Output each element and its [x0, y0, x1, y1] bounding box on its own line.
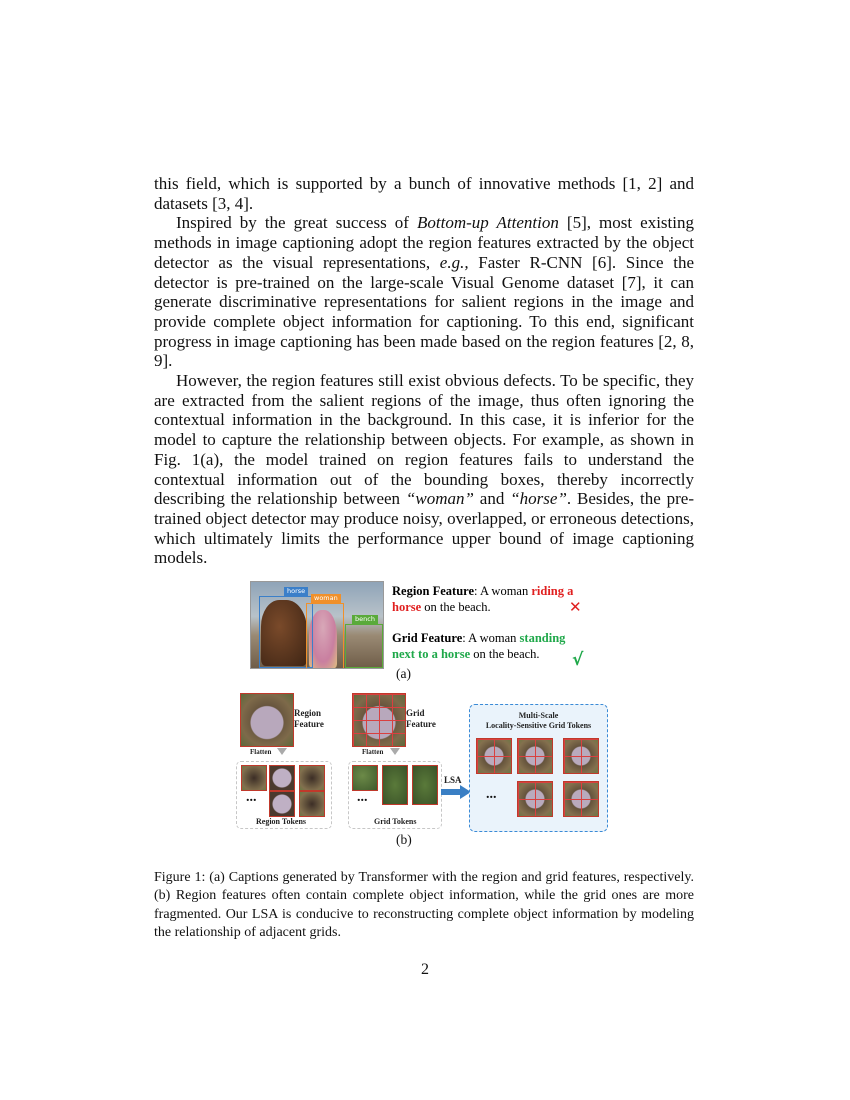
text-run: However, the region features still exist obvious defects. To be specific, they are extracted from the salient regions of the image, thus often ignoring the contextual information in the background. In this case, it is inferior for the model to capture the relationship between objects. For example, as shown in Fig. 1(a), the model trained on region features fails to understand the contextual information out of the bounding boxes, thereby incorrectly describing the relationship between — [154, 371, 694, 509]
lsa-title-1: Multi-Scale — [518, 711, 559, 720]
flatten-label-region: Flatten — [250, 748, 272, 756]
horse-bbox — [259, 596, 313, 668]
grid-token-2 — [382, 765, 408, 805]
page-number: 2 — [421, 961, 429, 978]
grid-feature-label-b1: Grid — [406, 708, 425, 718]
lsa-tokens-panel — [469, 704, 608, 832]
grid-feature-label-b2: Feature — [406, 719, 436, 729]
text-run: . Besides, the pre-trained object detector may produce noisy, overlapped, or erroneous detections, which ultimately limits the performance upper bound of image captioning models. — [154, 489, 694, 568]
grid-caption-right-1: standing — [519, 631, 566, 645]
grid-ellipsis: ... — [357, 790, 368, 805]
horse-woman-photo — [250, 581, 384, 669]
woman-tag: woman — [311, 594, 341, 603]
region-tokens-label: Region Tokens — [256, 817, 307, 826]
text-run: this field, which is supported by a bunch of innovative methods [1, 2] and datasets [3, 4]. — [154, 174, 694, 213]
lsa-token-1 — [476, 738, 512, 774]
region-caption-wrong-2: horse — [392, 600, 422, 614]
bench-bbox — [345, 624, 383, 668]
lsa-token-3 — [563, 738, 599, 774]
grid-caption-right-2: next to a horse — [392, 647, 471, 661]
region-token-2 — [269, 765, 295, 791]
flatten-arrow-region-icon — [277, 748, 287, 755]
grid-token-3 — [412, 765, 438, 805]
panel-b-label: (b) — [396, 832, 412, 847]
grid-feature-label: Grid Feature — [392, 631, 463, 645]
region-feature-label-b1: Region — [294, 708, 321, 718]
region-token-3 — [299, 765, 325, 791]
lsa-token-2 — [517, 738, 553, 774]
horse-tag: horse — [284, 587, 308, 596]
lsa-arrow-icon — [441, 785, 471, 799]
lsa-ellipsis: ... — [486, 787, 497, 802]
region-caption-post: on the beach. — [421, 600, 491, 614]
flatten-label-grid: Flatten — [362, 748, 384, 756]
grid-token-1 — [352, 765, 378, 791]
grid-caption-post: on the beach. — [470, 647, 540, 661]
region-token-5 — [299, 791, 325, 817]
paragraph-1 — [154, 174, 694, 213]
lsa-token-5 — [563, 781, 599, 817]
lsa-title-2: Locality-Sensitive Grid Tokens — [485, 721, 592, 730]
emphasis-run: “woman” — [405, 489, 474, 509]
lsa-label: LSA — [444, 775, 462, 785]
emphasis-run: “horse” — [510, 489, 567, 509]
text-run: [5], most existing methods in image captioning adopt the region features extracted by the object detector as the visual representations, — [154, 213, 694, 272]
flatten-arrow-grid-icon — [390, 748, 400, 755]
region-feature-label-b2: Feature — [294, 719, 324, 729]
emphasis-run: e.g., — [439, 252, 469, 272]
text-run: Faster R-CNN [6]. Since the detector is pre-trained on the large-scale Visual Genome dataset [7], it can generate discriminative representations for salient regions in the image and provide complete object information for captioning. To this end, significant progress in image captioning has been made based on the region features [2, 8, 9]. — [154, 252, 694, 371]
cross-icon: ✕ — [569, 598, 582, 616]
region-caption-wrong-1: riding a — [531, 584, 574, 598]
grid-tokens-label: Grid Tokens — [374, 817, 417, 826]
figure-1 — [236, 578, 616, 853]
panel-a-label: (a) — [396, 666, 411, 681]
check-icon: √ — [572, 650, 584, 670]
region-ellipsis: ... — [246, 790, 257, 805]
text-run: and — [473, 489, 511, 509]
body-text — [154, 174, 694, 568]
region-caption-pre: : A woman — [474, 584, 532, 598]
text-run: Inspired by the great success of — [176, 213, 417, 233]
region-token-1 — [241, 765, 267, 791]
region-feature-image — [240, 693, 294, 747]
paragraph-2 — [154, 213, 694, 371]
emphasis-run: Bottom-up Attention — [416, 213, 559, 233]
region-feature-label: Region Feature — [392, 584, 475, 598]
paragraph-3 — [154, 371, 694, 568]
lsa-token-4 — [517, 781, 553, 817]
grid-feature-caption — [392, 630, 602, 662]
figure-caption: Figure 1: (a) Captions generated by Transformer with the region and grid features, respectively. (b) Region features often contain complete object information, while the grid ones are more fragmented. Our LSA is conducive to reconstructing complete object information by modeling the relationship of adjacent grids. — [154, 870, 694, 941]
woman-bbox — [306, 603, 344, 669]
grid-feature-image — [352, 693, 406, 747]
bench-tag: bench — [352, 615, 378, 624]
region-token-4 — [269, 791, 295, 817]
grid-caption-pre: : A woman — [462, 631, 520, 645]
